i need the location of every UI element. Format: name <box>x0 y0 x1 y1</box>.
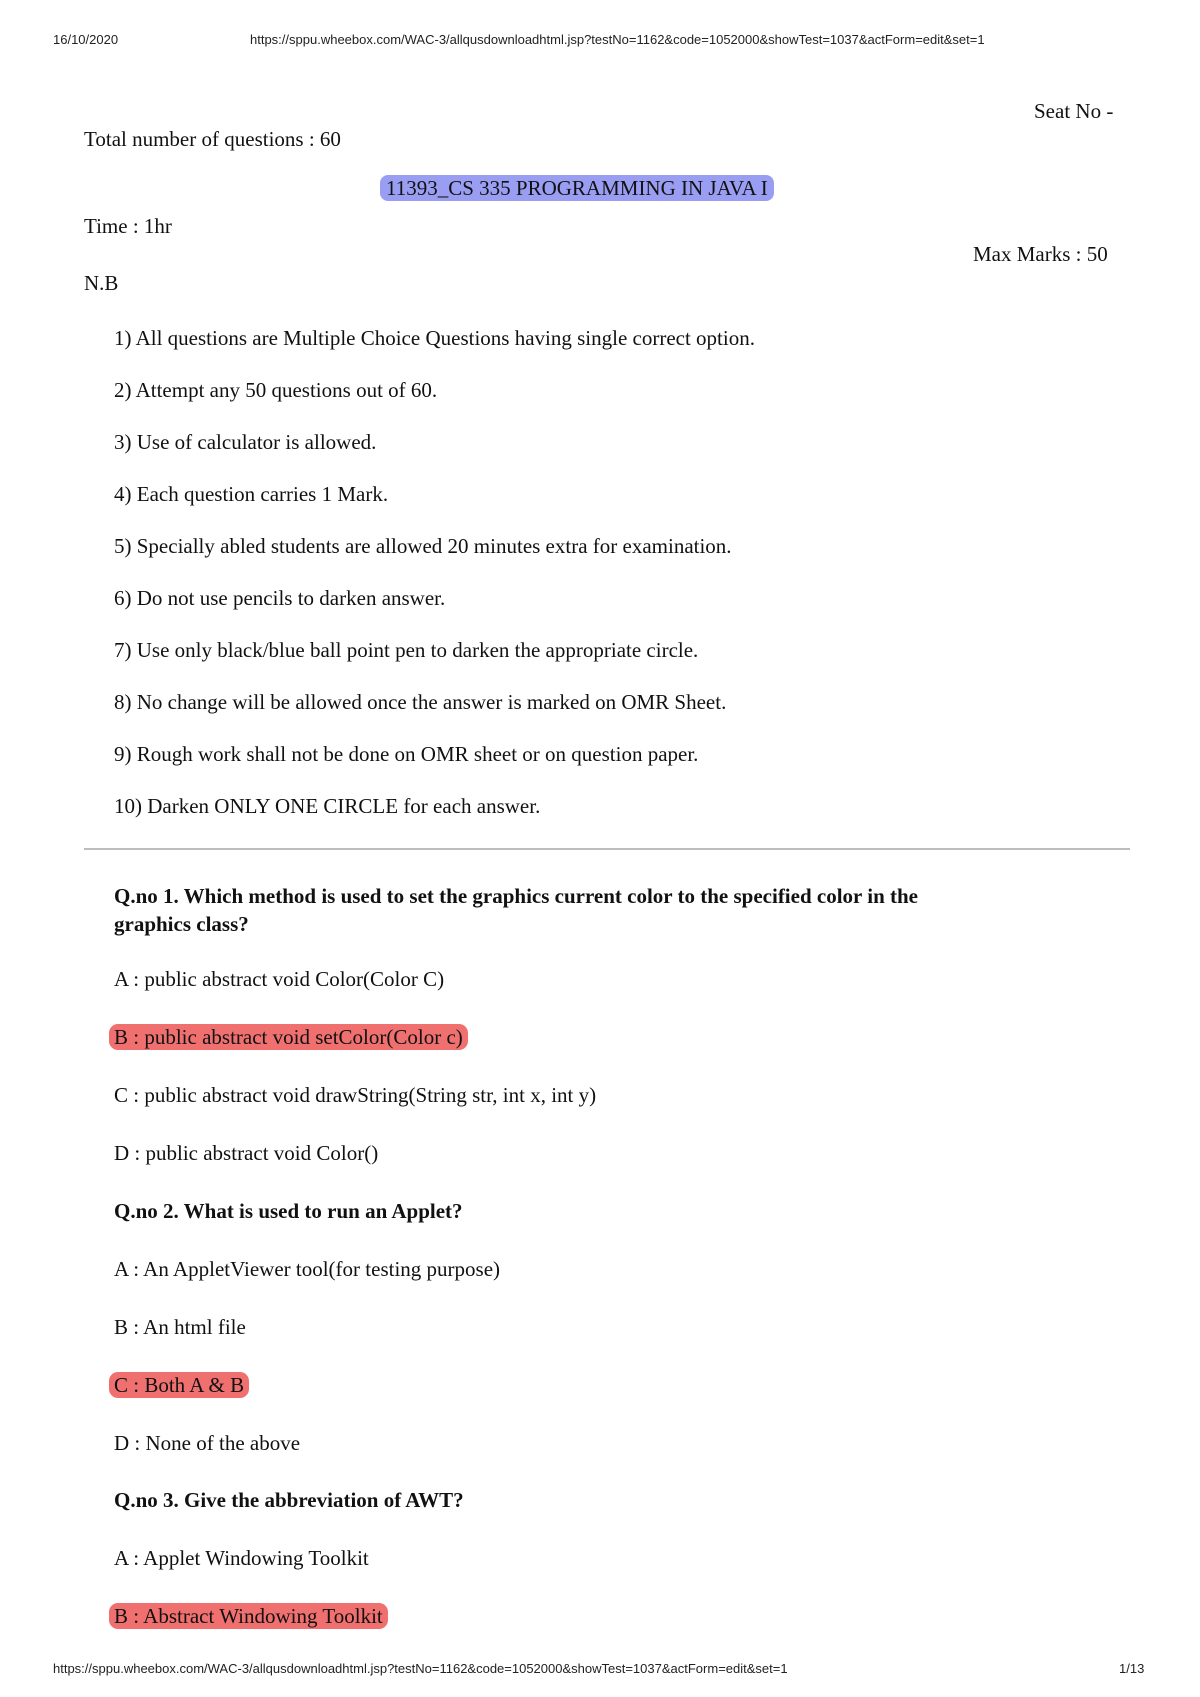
instruction-item: 2) Attempt any 50 questions out of 60. <box>114 378 438 402</box>
q1-option-c: C : public abstract void drawString(String str, int x, int y) <box>114 1083 597 1107</box>
q1-option-a: A : public abstract void Color(Color C) <box>114 967 445 991</box>
max-marks: Max Marks : 50 <box>973 242 1108 266</box>
q3-option-a: A : Applet Windowing Toolkit <box>114 1546 369 1570</box>
exam-title: 11393_CS 335 PROGRAMMING IN JAVA I <box>380 176 774 201</box>
instruction-item: 9) Rough work shall not be done on OMR sheet or on question paper. <box>114 742 699 766</box>
exam-time: Time : 1hr <box>84 214 172 238</box>
instruction-item: 4) Each question carries 1 Mark. <box>114 482 389 506</box>
question-1-text-cont: graphics class? <box>114 912 249 936</box>
section-divider <box>84 848 1130 850</box>
instruction-item: 7) Use only black/blue ball point pen to darken the appropriate circle. <box>114 638 699 662</box>
q2-option-a: A : An AppletViewer tool(for testing purpose) <box>114 1257 501 1281</box>
q2-option-d: D : None of the above <box>114 1431 301 1455</box>
q2-option-b: B : An html file <box>114 1315 246 1339</box>
seat-number: Seat No - <box>1034 99 1114 123</box>
question-2-text: Q.no 2. What is used to run an Applet? <box>114 1199 463 1223</box>
q1-option-b-correct: B : public abstract void setColor(Color c) <box>109 1025 468 1050</box>
print-date: 16/10/2020 <box>53 32 119 47</box>
question-1-text: Q.no 1. Which method is used to set the graphics current color to the specified color in the <box>114 884 918 908</box>
footer-url: https://sppu.wheebox.com/WAC-3/allqusdownloadhtml.jsp?testNo=1162&code=1052000&showTest=1037&actForm=edit&set=1 <box>53 1661 788 1676</box>
instruction-item: 5) Specially abled students are allowed 20 minutes extra for examination. <box>114 534 732 558</box>
instruction-item: 10) Darken ONLY ONE CIRCLE for each answer. <box>114 794 541 818</box>
total-questions: Total number of questions : 60 <box>84 127 341 151</box>
instruction-item: 3) Use of calculator is allowed. <box>114 430 377 454</box>
q3-option-b-correct: B : Abstract Windowing Toolkit <box>109 1604 388 1629</box>
q1-option-d: D : public abstract void Color() <box>114 1141 379 1165</box>
instruction-item: 1) All questions are Multiple Choice Questions having single correct option. <box>114 326 755 350</box>
instruction-item: 8) No change will be allowed once the answer is marked on OMR Sheet. <box>114 690 727 714</box>
instruction-item: 6) Do not use pencils to darken answer. <box>114 586 446 610</box>
question-3-text: Q.no 3. Give the abbreviation of AWT? <box>114 1488 464 1512</box>
q2-option-c-correct: C : Both A & B <box>109 1373 249 1398</box>
header-url: https://sppu.wheebox.com/WAC-3/allqusdownloadhtml.jsp?testNo=1162&code=1052000&showTest=1037&actForm=edit&set=1 <box>250 32 985 47</box>
nb-label: N.B <box>84 271 119 295</box>
page-number: 1/13 <box>1119 1661 1145 1676</box>
